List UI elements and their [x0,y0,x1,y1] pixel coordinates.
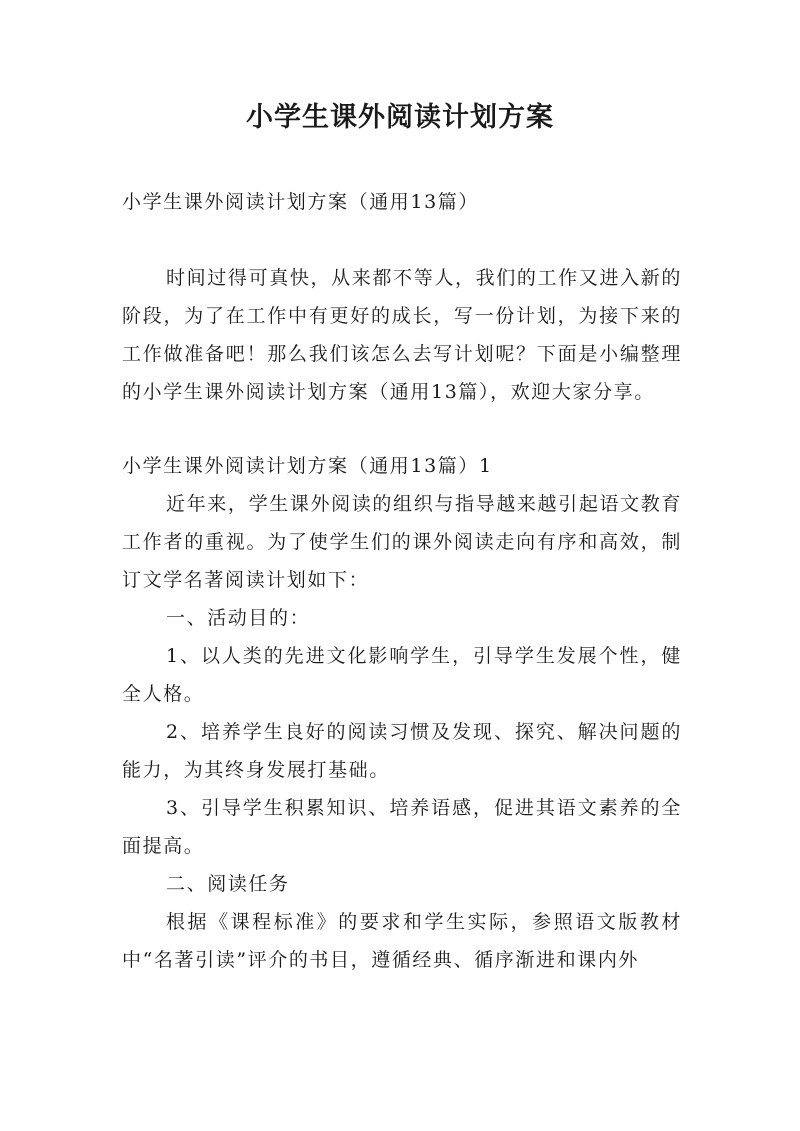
document-subtitle: 小学生课外阅读计划方案（通用13篇） [122,191,479,213]
intro-paragraph: 时间过得可真快，从来都不等人，我们的工作又进入新的阶段，为了在工作中有更好的成长，写一份计划，为接下来的工作做准备吧！那么我们该怎么去写计划呢？下面是小编整理的小学生课外阅读计划方案（通用13篇），欢迎大家分享。 [122,267,682,403]
body-paragraph: 1、以人类的先进文化影响学生，引导学生发展个性，健全人格。 [122,645,682,705]
document-body [122,183,682,979]
body-paragraph: 3、引导学生积累知识、培养语感，促进其语文素养的全面提高。 [122,797,682,857]
section-subheading: 一、活动目的： [166,607,311,629]
body-paragraph: 近年来，学生课外阅读的组织与指导越来越引起语文教育工作者的重视。为了使学生们的课外阅读走向有序和高效，制订文学名著阅读计划如下： [122,493,682,591]
body-paragraph: 根据《课程标准》的要求和学生实际，参照语文版教材中“名著引读”评介的书目，遵循经典、循序渐进和课内外 [122,911,682,971]
document-title: 小学生课外阅读计划方案 [246,102,554,133]
section-heading: 小学生课外阅读计划方案（通用13篇）1 [122,455,493,477]
body-paragraph: 2、培养学生良好的阅读习惯及发现、探究、解决问题的能力，为其终身发展打基础。 [122,721,682,781]
section-subheading: 二、阅读任务 [166,873,290,895]
